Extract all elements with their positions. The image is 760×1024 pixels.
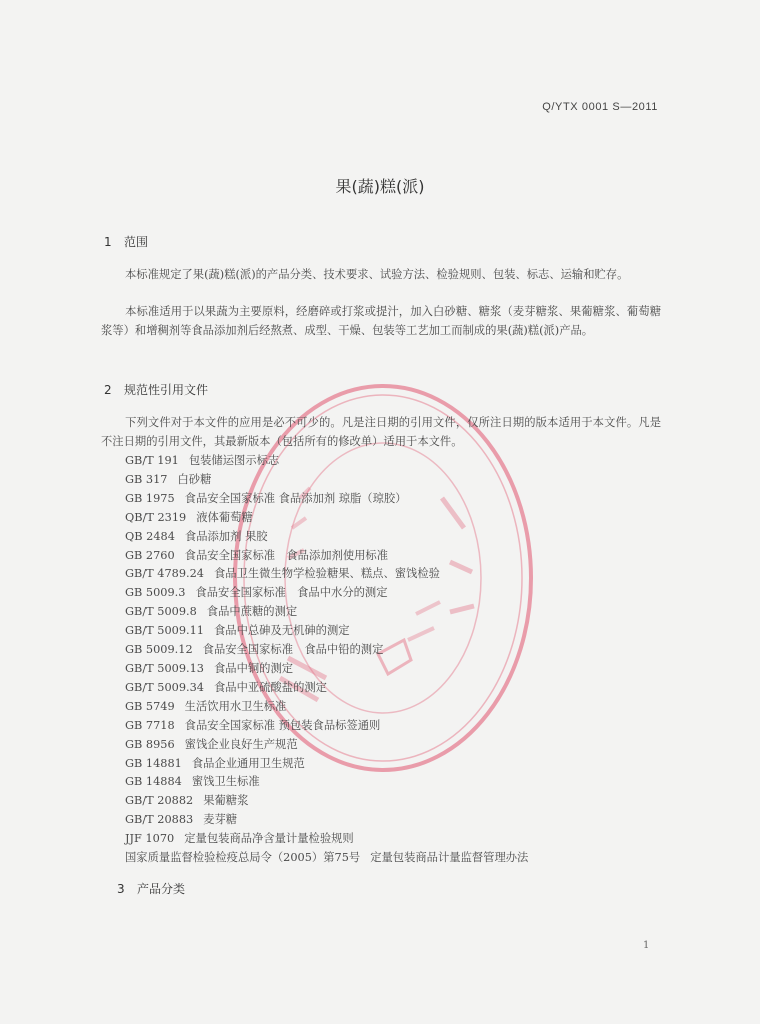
- section-2-paragraph-1: [101, 414, 661, 451]
- reference-code: GB 1975: [125, 491, 175, 505]
- reference-item: [125, 679, 528, 698]
- reference-code: 国家质量监督检验检疫总局令（2005）第75号: [125, 851, 361, 865]
- section-number: 3: [117, 882, 125, 896]
- reference-name: 定量包装商品计量监督管理办法: [370, 851, 529, 865]
- reference-item: [125, 471, 528, 490]
- reference-item: [125, 660, 528, 679]
- document-title: 果(蔬)糕(派): [335, 177, 425, 196]
- reference-code: GB 14881: [125, 756, 182, 770]
- reference-name: 食品中亚硫酸盐的测定: [213, 680, 327, 694]
- reference-item: [125, 792, 528, 811]
- section-title: 产品分类: [137, 882, 186, 896]
- reference-item: [125, 736, 528, 755]
- reference-name: 蜜饯卫生标准: [191, 775, 260, 789]
- reference-item: [125, 717, 528, 736]
- reference-code: GB/T 20882: [125, 794, 194, 808]
- reference-item: [125, 528, 528, 547]
- reference-name: 定量包装商品净含量计量检验规则: [184, 832, 354, 846]
- page-number: 1: [643, 940, 650, 951]
- section-title: 范围: [124, 235, 149, 249]
- reference-name: 食品中蔗糖的测定: [206, 605, 298, 619]
- reference-name: 食品添加剂 果胶: [184, 529, 268, 543]
- paragraph-text: 本标准规定了果(蔬)糕(派)的产品分类、技术要求、试验方法、检验规则、包装、标志、运输和贮存。: [125, 268, 629, 281]
- reference-code: GB 8956: [125, 737, 175, 751]
- reference-item: [125, 547, 528, 566]
- reference-item: [125, 811, 528, 830]
- reference-name: 食品安全国家标准 食品添加剂使用标准: [184, 548, 389, 562]
- reference-item: [125, 849, 528, 868]
- reference-list: [125, 452, 528, 868]
- reference-code: QB 2484: [125, 529, 175, 543]
- section-2-heading: [104, 381, 208, 398]
- reference-item: [125, 641, 528, 660]
- reference-code: GB 5009.12: [125, 643, 193, 657]
- section-1-paragraph-2: [101, 303, 661, 340]
- reference-item: [125, 830, 528, 849]
- section-number: 1: [104, 235, 112, 249]
- reference-name: 包装储运图示标志: [188, 454, 280, 467]
- reference-code: GB/T 191: [125, 454, 179, 467]
- reference-name: 食品安全国家标准 食品中水分的测定: [195, 586, 388, 600]
- paragraph-text: 下列文件对于本文件的应用是必不可少的。凡是注日期的引用文件，仅所注日期的版本适用于本文件。凡是不注日期的引用文件，其最新版本（包括所有的修改单）适用于本文件。: [101, 416, 661, 448]
- reference-code: GB/T 5009.8: [125, 605, 197, 619]
- section-1-paragraph-1: [101, 266, 661, 285]
- section-1-heading: [104, 233, 148, 250]
- reference-item: [125, 698, 528, 717]
- reference-name: 麦芽糖: [203, 813, 238, 827]
- section-3-heading: [117, 880, 185, 897]
- reference-item: [125, 509, 528, 528]
- reference-name: 食品安全国家标准 食品添加剂 琼脂（琼胶）: [184, 491, 407, 505]
- reference-name: 蜜饯企业良好生产规范: [184, 737, 298, 751]
- section-title: 规范性引用文件: [124, 383, 209, 397]
- paragraph-text: 本标准适用于以果蔬为主要原料，经磨碎或打浆或提汁，加入白砂糖、糖浆（麦芽糖浆、果葡糖浆、葡萄糖浆等）和增稠剂等食品添加剂后经熬煮、成型、干燥、包装等工艺加工而制成的果(蔬)糕(派)产品。: [101, 305, 661, 337]
- reference-name: 食品中总砷及无机砷的测定: [213, 624, 350, 638]
- reference-code: GB 317: [125, 472, 168, 486]
- reference-code: QB/T 2319: [125, 510, 187, 524]
- reference-item: [125, 773, 528, 792]
- reference-code: GB/T 5009.34: [125, 680, 204, 694]
- reference-code: GB/T 4789.24: [125, 567, 204, 581]
- standard-code: Q/YTX 0001 S—2011: [542, 101, 658, 113]
- reference-code: GB/T 5009.11: [125, 624, 204, 638]
- reference-code: GB/T 20883: [125, 813, 194, 827]
- reference-item: [125, 565, 528, 584]
- reference-code: GB 7718: [125, 718, 175, 732]
- reference-item: [125, 622, 528, 641]
- section-number: 2: [104, 383, 112, 397]
- reference-code: GB 2760: [125, 548, 175, 562]
- reference-name: 食品安全国家标准 食品中铅的测定: [202, 643, 384, 657]
- reference-code: JJF 1070: [125, 832, 175, 846]
- reference-name: 食品卫生微生物学检验糖果、糕点、蜜饯检验: [213, 567, 440, 581]
- reference-name: 白砂糖: [177, 472, 212, 486]
- reference-code: GB 5749: [125, 699, 175, 713]
- reference-name: 食品中铜的测定: [213, 661, 294, 675]
- reference-name: 液体葡萄糖: [196, 510, 253, 524]
- reference-item: [125, 755, 528, 774]
- reference-item: [125, 490, 528, 509]
- reference-code: GB 5009.3: [125, 586, 186, 600]
- reference-name: 食品企业通用卫生规范: [191, 756, 305, 770]
- reference-code: GB/T 5009.13: [125, 661, 204, 675]
- reference-name: 果葡糖浆: [203, 794, 249, 808]
- reference-item: [125, 584, 528, 603]
- reference-item: [125, 452, 528, 471]
- reference-name: 食品安全国家标准 预包装食品标签通则: [184, 718, 381, 732]
- reference-name: 生活饮用水卫生标准: [184, 699, 287, 713]
- reference-item: [125, 603, 528, 622]
- reference-code: GB 14884: [125, 775, 182, 789]
